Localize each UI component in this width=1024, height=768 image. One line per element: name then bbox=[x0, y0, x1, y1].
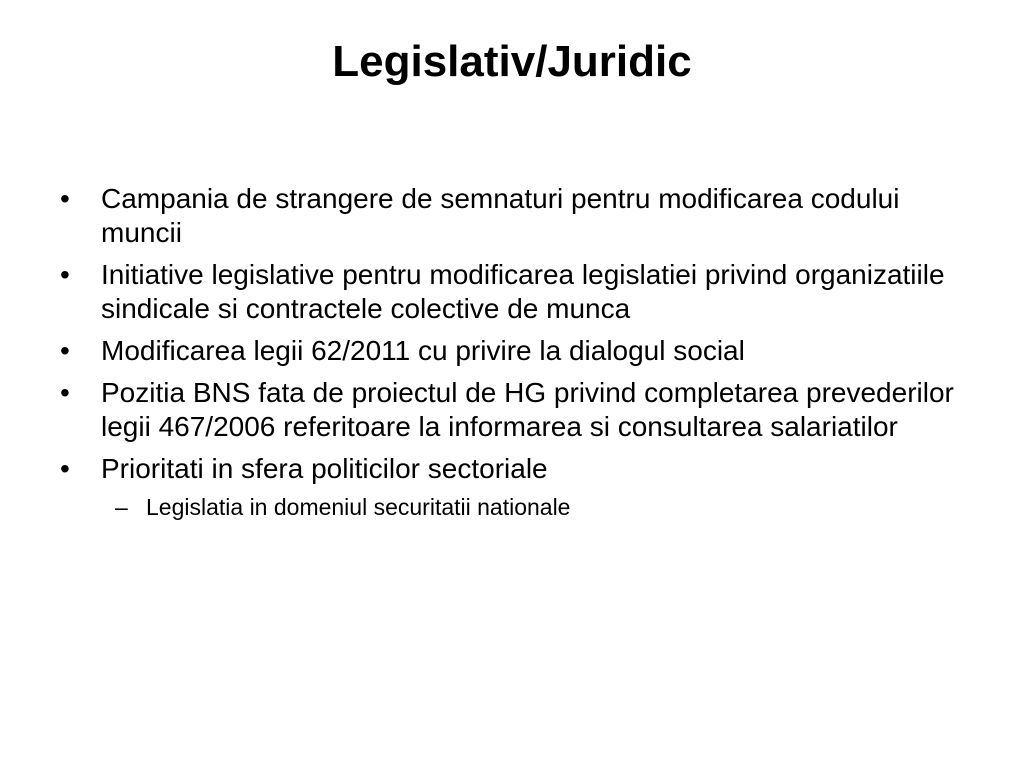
bullet-marker: • bbox=[60, 335, 70, 366]
sub-bullet-text: Legislatia in domeniul securitatii nationale bbox=[146, 494, 571, 520]
sub-bullet-item bbox=[60, 492, 970, 522]
bullet-marker: • bbox=[60, 183, 70, 214]
bullet-item bbox=[60, 182, 970, 250]
bullet-text: Initiative legislative pentru modificarea legislatiei privind organizatiile sindicale si contractele colective de munca bbox=[101, 259, 945, 324]
bullet-text: Modificarea legii 62/2011 cu privire la dialogul social bbox=[101, 335, 745, 366]
bullet-marker: • bbox=[60, 453, 70, 484]
bullet-marker: • bbox=[60, 259, 70, 290]
bullet-item bbox=[60, 452, 970, 486]
bullet-text: Campania de strangere de semnaturi pentru modificarea codului muncii bbox=[101, 183, 900, 248]
bullet-list bbox=[60, 182, 970, 522]
bullet-marker: • bbox=[60, 377, 70, 408]
sub-bullet-marker: – bbox=[115, 494, 128, 520]
bullet-item bbox=[60, 334, 970, 368]
bullet-item bbox=[60, 258, 970, 326]
bullet-item bbox=[60, 376, 970, 444]
bullet-text: Prioritati in sfera politicilor sectoriale bbox=[101, 453, 548, 484]
bullet-text: Pozitia BNS fata de proiectul de HG privind completarea prevederilor legii 467/2006 referitoare la informarea si consultarea salariatilor bbox=[101, 377, 954, 442]
slide-title: Legislativ/Juridic bbox=[332, 37, 692, 86]
